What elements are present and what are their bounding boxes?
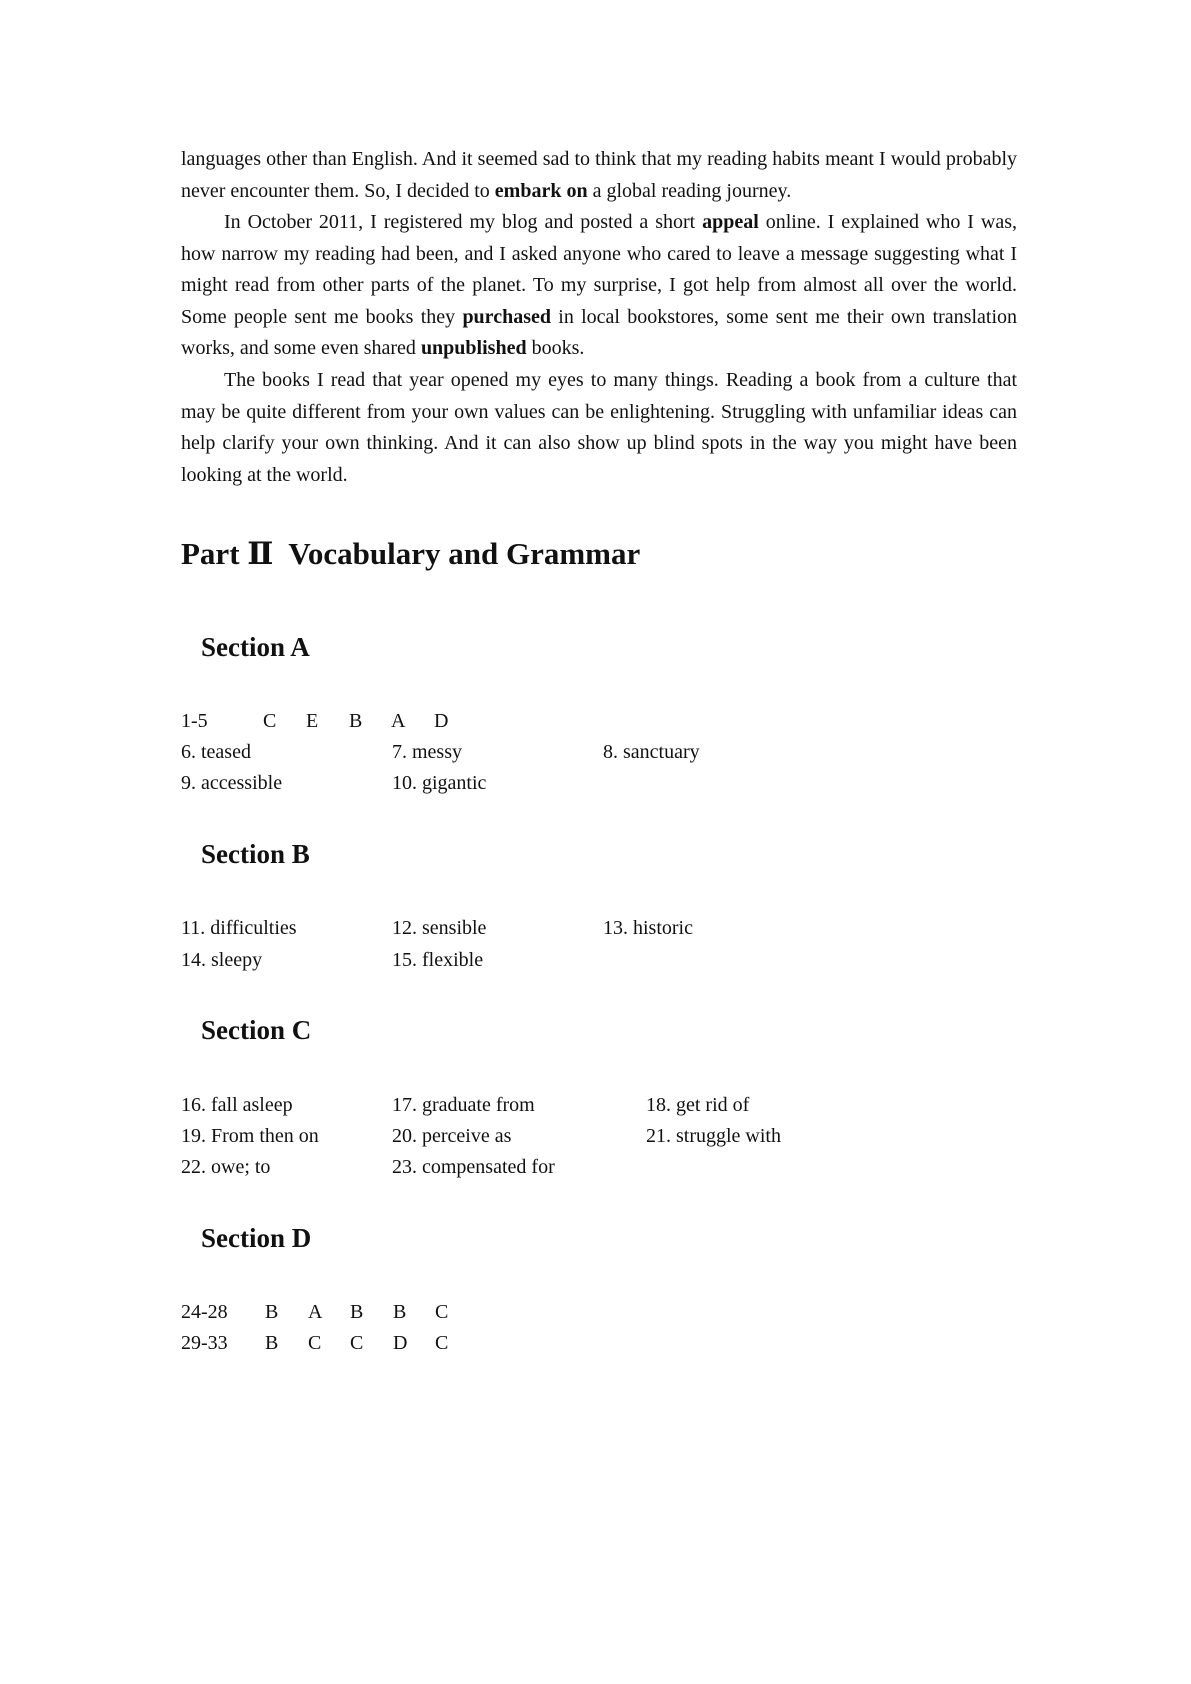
answer-letter: D: [434, 710, 449, 732]
answer-letter: A: [391, 710, 406, 732]
answer-letter: B: [393, 1301, 407, 1323]
answer-item: 6. teased: [181, 741, 251, 763]
answer-item: 9. accessible: [181, 772, 283, 794]
answer-letter: C: [263, 710, 277, 732]
answer-letter: B: [349, 710, 363, 732]
section-c-title: Section C: [201, 1015, 312, 1045]
bold-phrase: embark on: [494, 179, 588, 202]
answer-letter: D: [393, 1332, 408, 1354]
passage-paragraph-2: [181, 207, 1017, 365]
answer-letter: A: [308, 1301, 323, 1323]
answer-item: 17. graduate from: [392, 1094, 535, 1116]
section-d-title: Section D: [201, 1223, 312, 1253]
bold-word: appeal: [702, 211, 759, 233]
answer-item: 14. sleepy: [181, 949, 263, 971]
part-title: Part Ⅱ Vocabulary and Grammar: [181, 536, 641, 571]
answer-letter: B: [265, 1332, 279, 1354]
paragraph-text: In October 2011, I registered my blog and posted a short: [224, 211, 703, 233]
answer-item: 10. gigantic: [392, 772, 487, 794]
paragraph-text: online. I explained who I was, how narrow my reading had been, and I asked anyone who cared to leave a message suggesting what I might read from other parts of the planet. To my surprise, I got help from almost all over the world. Some people sent me books they: [181, 211, 1017, 328]
paragraph-text: a global reading journey.: [587, 179, 792, 202]
answer-item: 21. struggle with: [646, 1125, 781, 1147]
answer-letter: B: [350, 1301, 364, 1323]
answer-item: 11. difficulties: [181, 917, 297, 939]
answer-range: 24-28: [181, 1301, 228, 1323]
answer-letter: E: [306, 710, 319, 732]
answer-item: 16. fall asleep: [181, 1094, 293, 1116]
answer-item: 13. historic: [603, 917, 693, 939]
bold-word: purchased: [462, 305, 551, 328]
bold-word: unpublished: [420, 337, 527, 359]
answer-item: 8. sanctuary: [603, 741, 700, 763]
answer-letter: C: [350, 1332, 364, 1354]
answer-item: 12. sensible: [392, 917, 487, 939]
answer-range: 29-33: [181, 1332, 228, 1354]
paragraph-text: books.: [526, 337, 585, 359]
passage-paragraph-1: [181, 144, 1017, 207]
answer-item: 7. messy: [392, 741, 462, 763]
section-b-title: Section B: [201, 839, 310, 869]
answer-item: 18. get rid of: [646, 1094, 750, 1116]
answer-item: 23. compensated for: [392, 1156, 555, 1178]
answer-item: 15. flexible: [392, 949, 484, 971]
passage-paragraph-3: The books I read that year opened my eyes to many things. Reading a book from a culture that may be quite different from your own values can be enlightening. Struggling with unfamiliar ideas can help clarify your own thinking. And it can also show up blind spots in the way you might have been looking at the world.: [181, 369, 1017, 486]
paragraph-text: in local bookstores, some sent me their own translation works, and some even shared: [181, 305, 1018, 359]
answer-letter: B: [265, 1301, 279, 1323]
answer-item: 20. perceive as: [392, 1125, 512, 1147]
answer-range: 1-5: [181, 710, 208, 732]
answer-letter: C: [435, 1332, 449, 1354]
paragraph-text: languages other than English. And it seemed sad to think that my reading habits meant I would probably never encounter them. So, I decided to: [181, 148, 1017, 202]
answer-letter: C: [308, 1332, 322, 1354]
answer-item: 22. owe; to: [181, 1156, 271, 1178]
section-a-title: Section A: [201, 632, 310, 662]
answer-letter: C: [435, 1301, 449, 1323]
answer-item: 19. From then on: [181, 1125, 319, 1147]
